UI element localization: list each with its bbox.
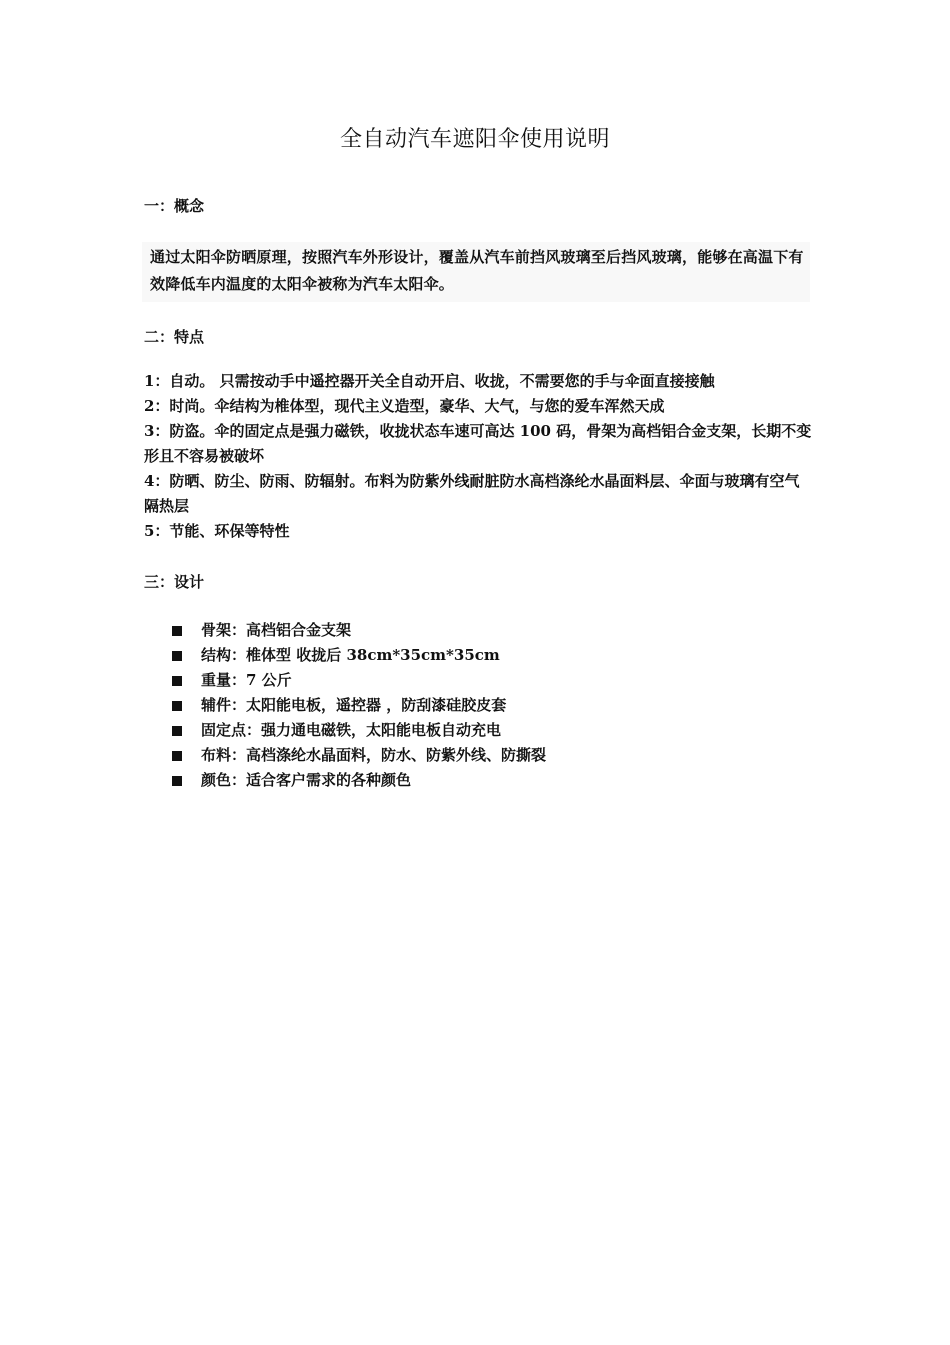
design-list — [172, 618, 546, 793]
feature-item: 4：防晒、防尘、防雨、防辐射。布料为防紫外线耐脏防水高档涤纶水晶面料层、伞面与玻璃有空气隔热层 — [144, 472, 800, 515]
section-heading-design: 三：设计 — [144, 573, 205, 591]
design-item — [172, 743, 546, 768]
square-bullet-icon — [172, 751, 182, 761]
design-item — [172, 668, 546, 693]
section-heading-concept: 一：概念 — [144, 197, 205, 215]
design-item-text: 结构：椎体型 收拢后 38cm*35cm*35cm — [201, 646, 500, 664]
design-item-text: 骨架：高档铝合金支架 — [201, 621, 352, 639]
square-bullet-icon — [172, 776, 182, 786]
design-item — [172, 693, 546, 718]
design-item — [172, 618, 546, 643]
feature-item: 1：自动。 只需按动手中遥控器开关全自动开启、收拢，不需要您的手与伞面直接接触 — [144, 372, 715, 390]
design-item-text: 重量：7 公斤 — [201, 671, 292, 689]
feature-item: 2：时尚。伞结构为椎体型，现代主义造型，豪华、大气，与您的爱车浑然天成 — [144, 397, 665, 415]
document-title: 全自动汽车遮阳伞使用说明 — [339, 127, 610, 152]
design-item-text: 固定点：强力通电磁铁，太阳能电板自动充电 — [201, 721, 502, 739]
design-item — [172, 718, 546, 743]
design-item-text: 颜色：适合客户需求的各种颜色 — [201, 771, 412, 789]
square-bullet-icon — [172, 676, 182, 686]
features-list — [144, 369, 812, 544]
design-item — [172, 643, 546, 668]
design-item-text: 辅件：太阳能电板，遥控器 ，防刮漆硅胶皮套 — [201, 696, 507, 714]
square-bullet-icon — [172, 651, 182, 661]
square-bullet-icon — [172, 726, 182, 736]
feature-item: 5：节能、环保等特性 — [144, 522, 290, 540]
concept-paragraph: 通过太阳伞防晒原理，按照汽车外形设计，覆盖从汽车前挡风玻璃至后挡风玻璃，能够在高温下有效降低车内温度的太阳伞被称为汽车太阳伞。 — [142, 242, 810, 302]
design-item-text: 布料：高档涤纶水晶面料，防水、防紫外线、防撕裂 — [201, 746, 547, 764]
square-bullet-icon — [172, 701, 182, 711]
feature-item: 3：防盗。伞的固定点是强力磁铁，收拢状态车速可高达 100 码，骨架为高档铝合金支架，长期不变形且不容易被破坏 — [144, 422, 812, 465]
design-item — [172, 768, 546, 793]
section-heading-features: 二：特点 — [144, 328, 205, 346]
square-bullet-icon — [172, 626, 182, 636]
